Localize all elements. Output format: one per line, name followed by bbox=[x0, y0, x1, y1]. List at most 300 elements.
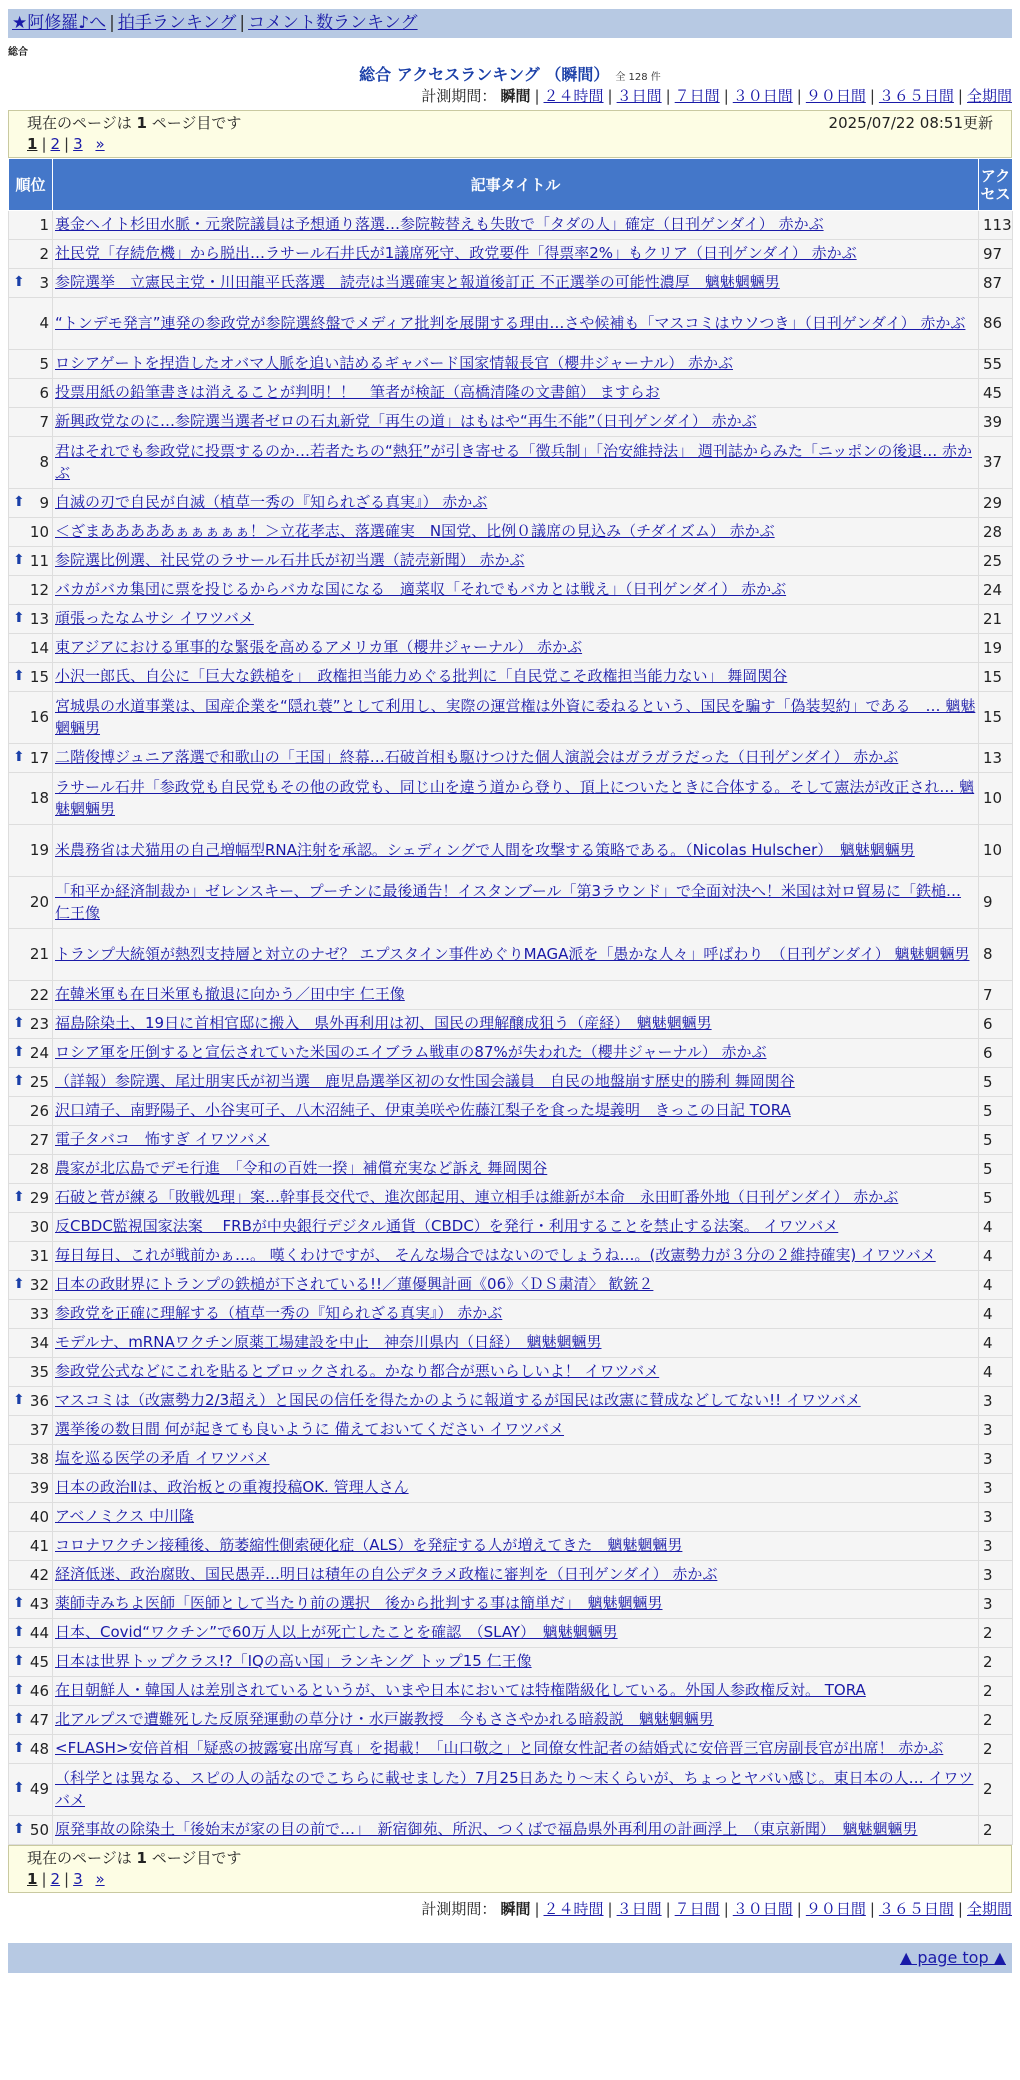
article-link[interactable]: 参院選挙 立憲民主党・川田龍平氏落選 読売は当選確実と報道後訂正 不正選挙の可能性濃厚 魑魅魍魎男 bbox=[55, 273, 780, 292]
table-row bbox=[9, 1097, 1013, 1126]
rank-number: 8 bbox=[39, 453, 49, 472]
table-row bbox=[9, 1300, 1013, 1329]
up-arrow-icon: ⬆ bbox=[13, 1391, 25, 1408]
article-link[interactable]: 裏金ヘイト杉田水脈・元衆院議員は予想通り落選…参院鞍替えも失敗で「タダの人」確定（日刊ゲンダイ） 赤かぶ bbox=[55, 215, 824, 234]
title-cell bbox=[53, 1010, 979, 1039]
access-count: 19 bbox=[979, 634, 1013, 663]
table-row bbox=[9, 1532, 1013, 1561]
page-link-next[interactable]: » bbox=[95, 135, 105, 153]
access-count: 3 bbox=[979, 1503, 1013, 1532]
article-link[interactable]: マスコミは（改憲勢力2/3超え）と国民の信任を得たかのように報道するが国民は改憲に賛成などしてない!! イワツバメ bbox=[55, 1391, 861, 1410]
access-count: 97 bbox=[979, 240, 1013, 269]
access-count: 4 bbox=[979, 1242, 1013, 1271]
table-row bbox=[9, 1677, 1013, 1706]
rank-cell bbox=[9, 825, 53, 877]
rank-cell bbox=[9, 1677, 53, 1706]
article-link[interactable]: 原発事故の除染土「後始末が家の目の前で…」 新宿御苑、所沢、つくばで福島県外再利用の計画浮上 （東京新聞） 魑魅魍魎男 bbox=[55, 1820, 918, 1839]
period-link-3d[interactable]: ３日間 bbox=[616, 87, 662, 105]
title-cell bbox=[53, 408, 979, 437]
page-top-link[interactable]: ▲ page top ▲ bbox=[899, 1948, 1006, 1967]
access-count: 24 bbox=[979, 576, 1013, 605]
rank-number: 29 bbox=[29, 1188, 49, 1207]
period-selector: 計測期間： 瞬間 | ２４時間 | ３日間 | ７日間 | ３０日間 | ９０日間 | ３６５日間 | 全期間 bbox=[421, 87, 1012, 105]
table-row bbox=[9, 929, 1013, 981]
article-link[interactable]: アベノミクス 中川隆 bbox=[55, 1507, 195, 1526]
article-link[interactable]: ロシア軍を圧倒すると宣伝されていた米国のエイブラム戦車の87%が失われた（櫻井ジャーナル） 赤かぶ bbox=[55, 1043, 767, 1062]
title-cell bbox=[53, 744, 979, 773]
page-link-3[interactable]: 3 bbox=[73, 135, 83, 153]
article-link[interactable]: 米農務省は犬猫用の自己増幅型RNA注射を承認。シェディングで人間を攻撃する策略である。（Nicolas Hulscher） 魑魅魍魎男 bbox=[55, 840, 915, 859]
table-row bbox=[9, 379, 1013, 408]
rank-cell bbox=[9, 877, 53, 929]
up-arrow-icon: ⬆ bbox=[13, 1275, 25, 1292]
access-count: 2 bbox=[979, 1764, 1013, 1816]
access-count: 10 bbox=[979, 825, 1013, 877]
page-link-2[interactable]: 2 bbox=[50, 1870, 61, 1888]
access-count: 2 bbox=[979, 1677, 1013, 1706]
rank-number: 17 bbox=[29, 748, 49, 767]
rank-cell bbox=[9, 981, 53, 1010]
up-arrow-icon: ⬆ bbox=[13, 1188, 25, 1205]
table-row bbox=[9, 1735, 1013, 1764]
rank-number: 42 bbox=[29, 1565, 49, 1584]
rank-number: 31 bbox=[29, 1246, 49, 1265]
rank-number: 19 bbox=[29, 841, 49, 860]
page-link-2[interactable]: 2 bbox=[50, 135, 61, 153]
title-cell bbox=[53, 1271, 979, 1300]
table-row bbox=[9, 1184, 1013, 1213]
table-row bbox=[9, 773, 1013, 825]
table-row bbox=[9, 1010, 1013, 1039]
col-header-title: 記事タイトル bbox=[53, 159, 979, 211]
title-cell bbox=[53, 773, 979, 825]
access-count: 8 bbox=[979, 929, 1013, 981]
rank-number: 18 bbox=[29, 789, 49, 808]
rank-cell bbox=[9, 605, 53, 634]
up-arrow-icon: ⬆ bbox=[13, 1739, 25, 1756]
period-link-365d[interactable]: ３６５日間 bbox=[878, 87, 954, 105]
article-link[interactable]: ロシアゲートを捏造したオバマ人脈を追い詰めるギャバード国家情報長官（櫻井ジャーナル） 赤かぶ bbox=[55, 354, 733, 373]
up-arrow-icon: ⬆ bbox=[13, 609, 25, 626]
access-count: 87 bbox=[979, 269, 1013, 298]
table-row bbox=[9, 1039, 1013, 1068]
period-link-365d[interactable]: ３６５日間 bbox=[878, 1900, 954, 1918]
up-arrow-icon: ⬆ bbox=[13, 748, 25, 765]
article-link[interactable]: 日本は世界トップクラス!?「IQの高い国」ランキング トップ15 仁王像 bbox=[55, 1652, 532, 1671]
title-cell bbox=[53, 1242, 979, 1271]
rank-number: 34 bbox=[29, 1333, 49, 1352]
period-label: 計測期間： bbox=[421, 87, 497, 105]
rank-number: 20 bbox=[29, 893, 49, 912]
title-cell bbox=[53, 240, 979, 269]
page-link-3[interactable]: 3 bbox=[73, 1870, 83, 1888]
article-link[interactable]: 新興政党なのに…参院選当選者ゼロの石丸新党「再生の道」はもはや“再生不能”（日刊ゲンダイ） 赤かぶ bbox=[55, 412, 757, 431]
table-row bbox=[9, 663, 1013, 692]
article-link[interactable]: 参院選比例選、社民党のラサール石井氏が初当選（読売新聞） 赤かぶ bbox=[55, 551, 525, 570]
access-count: 4 bbox=[979, 1358, 1013, 1387]
access-count: 86 bbox=[979, 298, 1013, 350]
period-current: 瞬間 bbox=[500, 1900, 531, 1918]
article-link[interactable]: 東アジアにおける軍事的な緊張を高めるアメリカ軍（櫻井ジャーナル） 赤かぶ bbox=[55, 638, 583, 657]
table-row bbox=[9, 547, 1013, 576]
rank-cell bbox=[9, 1619, 53, 1648]
up-arrow-icon: ⬆ bbox=[13, 1623, 25, 1640]
article-link[interactable]: バカがバカ集団に票を投じるからバカな国になる 適菜収「それでもバカとは戦え」（日刊ゲンダイ） 赤かぶ bbox=[55, 580, 787, 599]
title-cell bbox=[53, 692, 979, 744]
access-count: 10 bbox=[979, 773, 1013, 825]
table-row bbox=[9, 408, 1013, 437]
access-count: 28 bbox=[979, 518, 1013, 547]
access-count: 4 bbox=[979, 1300, 1013, 1329]
rank-number: 30 bbox=[29, 1217, 49, 1236]
article-link[interactable]: <FLASH>安倍首相「疑惑の披露宴出席写真」を掲載！「山口敬之」と同僚女性記者の結婚式に安倍晋三官房副長官が出席！ 赤かぶ bbox=[55, 1739, 944, 1758]
period-link-all[interactable]: 全期間 bbox=[966, 87, 1012, 105]
rank-cell bbox=[9, 1242, 53, 1271]
access-count: 5 bbox=[979, 1097, 1013, 1126]
title-cell bbox=[53, 1329, 979, 1358]
nav-link-asyura[interactable]: ★阿修羅♪へ bbox=[12, 13, 107, 33]
rank-number: 7 bbox=[39, 412, 49, 431]
rank-cell bbox=[9, 1532, 53, 1561]
rank-cell bbox=[9, 211, 53, 240]
rank-cell bbox=[9, 1300, 53, 1329]
rank-number: 48 bbox=[29, 1739, 49, 1758]
article-link[interactable]: 石破と菅が練る「敗戦処理」案…幹事長交代で、進次郎起用、連立相手は維新が本命 永田町番外地（日刊ゲンダイ） 赤かぶ bbox=[55, 1188, 899, 1207]
title-cell bbox=[53, 547, 979, 576]
rank-number: 26 bbox=[29, 1101, 49, 1120]
title-cell bbox=[53, 1300, 979, 1329]
rank-number: 50 bbox=[29, 1820, 49, 1839]
title-cell bbox=[53, 1213, 979, 1242]
rank-cell bbox=[9, 1474, 53, 1503]
ranking-body bbox=[9, 211, 1013, 1845]
table-row bbox=[9, 1126, 1013, 1155]
period-selector-bottom: 計測期間： 瞬間 | ２４時間 | ３日間 | ７日間 | ３０日間 | ９０日間 | ３６５日間 | 全期間 bbox=[421, 1900, 1012, 1918]
period-link-30d[interactable]: ３０日間 bbox=[732, 1900, 793, 1918]
title-cell bbox=[53, 1764, 979, 1816]
article-link[interactable]: 小沢一郎氏、自公に「巨大な鉄槌を」 政権担当能力めぐる批判に「自民党こそ政権担当能力ない」 舞岡関谷 bbox=[55, 667, 788, 686]
article-link[interactable]: 経済低迷、政治腐敗、国民愚弄…明日は積年の自公デタラメ政権に審判を（日刊ゲンダイ） 赤かぶ bbox=[55, 1565, 718, 1584]
title-cell bbox=[53, 269, 979, 298]
access-count: 3 bbox=[979, 1474, 1013, 1503]
access-count: 6 bbox=[979, 1010, 1013, 1039]
rank-number: 11 bbox=[29, 551, 49, 570]
table-row bbox=[9, 1503, 1013, 1532]
article-link[interactable]: 塩を巡る医学の矛盾 イワツバメ bbox=[55, 1449, 270, 1468]
page-current: 1 bbox=[27, 135, 38, 153]
rank-number: 43 bbox=[29, 1594, 49, 1613]
access-count: 13 bbox=[979, 744, 1013, 773]
table-row bbox=[9, 269, 1013, 298]
article-link[interactable]: コロナワクチン接種後、筋萎縮性側索硬化症（ALS）を発症する人が増えてきた 魑魅魍魎男 bbox=[55, 1536, 683, 1555]
rank-cell bbox=[9, 1816, 53, 1845]
table-row bbox=[9, 1329, 1013, 1358]
access-count: 3 bbox=[979, 1561, 1013, 1590]
nav-link-comment-ranking[interactable]: コメント数ランキング bbox=[248, 13, 418, 33]
access-count: 113 bbox=[979, 211, 1013, 240]
title-cell bbox=[53, 1648, 979, 1677]
rank-number: 21 bbox=[29, 945, 49, 964]
rank-number: 44 bbox=[29, 1623, 49, 1642]
article-link[interactable]: 頑張ったなムサシ イワツバメ bbox=[55, 609, 254, 628]
article-link[interactable]: ＜ざまあああああぁぁぁぁぁ！＞立花孝志、落選確実 N国党、比例０議席の見込み（チダイズム） 赤かぶ bbox=[55, 522, 775, 541]
rank-cell bbox=[9, 1358, 53, 1387]
rank-cell bbox=[9, 1445, 53, 1474]
pager-bottom bbox=[8, 1845, 1012, 1893]
rank-number: 32 bbox=[29, 1275, 49, 1294]
title-cell bbox=[53, 1387, 979, 1416]
access-count: 3 bbox=[979, 1416, 1013, 1445]
title-cell bbox=[53, 437, 979, 489]
access-count: 2 bbox=[979, 1735, 1013, 1764]
article-link[interactable]: トランプ大統領が熱烈支持層と対立のナゼ？ エプスタイン事件めぐりMAGA派を「愚かな人々」呼ばわり （日刊ゲンダイ） 魑魅魍魎男 bbox=[55, 944, 970, 963]
article-link[interactable]: ラサール石井「参政党も自民党もその他の政党も、同じ山を違う道から登り、頂上についたときに合体する。そして憲法が改正され… 魑魅魍魎男 bbox=[55, 777, 975, 818]
article-link[interactable]: （詳報）参院選、尾辻朋実氏が初当選 鹿児島選挙区初の女性国会議員 自民の地盤崩す歴史的勝利 舞岡関谷 bbox=[55, 1072, 795, 1091]
access-count: 3 bbox=[979, 1445, 1013, 1474]
period-label: 計測期間： bbox=[421, 1900, 497, 1918]
article-link[interactable]: 投票用紙の鉛筆書きは消えることが判明！！ 筆者が検証（高橋清隆の文書館） ますらお bbox=[55, 383, 660, 402]
access-count: 15 bbox=[979, 692, 1013, 744]
page-link-next[interactable]: » bbox=[95, 1870, 105, 1888]
footer-bar bbox=[8, 1943, 1012, 1973]
table-row bbox=[9, 1271, 1013, 1300]
article-link[interactable]: 薬師寺みちよ医師「医師として当たり前の選択 後から批判する事は簡単だ」 魑魅魍魎男 bbox=[55, 1594, 663, 1613]
table-row bbox=[9, 825, 1013, 877]
title-cell bbox=[53, 1097, 979, 1126]
rank-cell bbox=[9, 744, 53, 773]
rank-number: 39 bbox=[29, 1478, 49, 1497]
article-link[interactable]: 毎日毎日、これが戦前かぁ…。 嘆くわけですが、 そんな場合ではないのでしょうね…。(改憲勢力が３分の２維持確実) イワツバメ bbox=[55, 1246, 936, 1265]
rank-cell bbox=[9, 1213, 53, 1242]
period-current: 瞬間 bbox=[500, 87, 531, 105]
table-row bbox=[9, 1155, 1013, 1184]
page-status: 現在のページは 1 ページ目です bbox=[27, 1849, 242, 1867]
article-link[interactable]: 参政党を正確に理解する（植草一秀の『知られざる真実』） 赤かぶ bbox=[55, 1304, 503, 1323]
period-link-3d[interactable]: ３日間 bbox=[616, 1900, 662, 1918]
title-cell bbox=[53, 825, 979, 877]
rank-cell bbox=[9, 518, 53, 547]
title-cell bbox=[53, 1619, 979, 1648]
table-row bbox=[9, 1213, 1013, 1242]
table-row bbox=[9, 1619, 1013, 1648]
up-arrow-icon: ⬆ bbox=[13, 1014, 25, 1031]
ranking-table bbox=[8, 158, 1013, 1845]
access-count: 29 bbox=[979, 489, 1013, 518]
nav-separator: | bbox=[239, 13, 246, 33]
up-arrow-icon: ⬆ bbox=[13, 1710, 25, 1727]
title-cell bbox=[53, 576, 979, 605]
article-link[interactable]: 日本、Covid“ワクチン”で60万人以上が死亡したことを確認 （SLAY） 魑魅魍魎男 bbox=[55, 1623, 618, 1642]
article-link[interactable]: 参政党公式などにこれを貼るとブロックされる。かなり都合が悪いらしいよ！ イワツバメ bbox=[55, 1362, 660, 1381]
access-count: 2 bbox=[979, 1648, 1013, 1677]
page-links: 1 | 2 | 3 » bbox=[27, 1870, 105, 1888]
table-row bbox=[9, 1648, 1013, 1677]
table-row bbox=[9, 605, 1013, 634]
access-count: 15 bbox=[979, 663, 1013, 692]
rank-cell bbox=[9, 576, 53, 605]
table-row bbox=[9, 1561, 1013, 1590]
rank-cell bbox=[9, 1010, 53, 1039]
up-arrow-icon: ⬆ bbox=[13, 551, 25, 568]
access-count: 7 bbox=[979, 981, 1013, 1010]
period-link-7d[interactable]: ７日間 bbox=[674, 87, 720, 105]
article-link[interactable]: 日本の政治Ⅱは、政治板との重複投稿OK. 管理人さん bbox=[55, 1478, 409, 1497]
article-link[interactable]: 沢口靖子、南野陽子、小谷実可子、八木沼純子、伊東美咲や佐藤江梨子を食った堤義明 きっこの日記 TORA bbox=[55, 1101, 791, 1120]
up-arrow-icon: ⬆ bbox=[13, 1043, 25, 1060]
title-cell bbox=[53, 1816, 979, 1845]
article-link[interactable]: 宮城県の水道事業は、国産企業を“隠れ蓑”として利用し、実際の運営権は外資に委ねるという、国民を騙す「偽装契約」である … 魑魅魍魎男 bbox=[55, 696, 976, 737]
page-status: 現在のページは 1 ページ目です bbox=[27, 114, 242, 132]
article-link[interactable]: 農家が北広島でデモ行進 「令和の百姓一揆」補償充実など訴え 舞岡関谷 bbox=[55, 1159, 548, 1178]
up-arrow-icon: ⬆ bbox=[13, 1594, 25, 1611]
ranking-heading bbox=[0, 64, 1020, 86]
title-cell bbox=[53, 1706, 979, 1735]
up-arrow-icon: ⬆ bbox=[13, 273, 25, 290]
table-row bbox=[9, 1474, 1013, 1503]
rank-number: 4 bbox=[39, 314, 49, 333]
article-link[interactable]: 福島除染土、19日に首相官邸に搬入 県外再利用は初、国民の理解醸成狙う（産経） 魑魅魍魎男 bbox=[55, 1014, 712, 1033]
access-count: 25 bbox=[979, 547, 1013, 576]
article-link[interactable]: 反CBDC監視国家法案 FRBが中央銀行デジタル通貨（CBDC）を発行・利用することを禁止する法案。 イワツバメ bbox=[55, 1217, 839, 1236]
title-cell bbox=[53, 1126, 979, 1155]
rank-number: 33 bbox=[29, 1304, 49, 1323]
title-cell bbox=[53, 518, 979, 547]
table-row bbox=[9, 1387, 1013, 1416]
rank-number: 49 bbox=[29, 1780, 49, 1799]
table-row bbox=[9, 1445, 1013, 1474]
period-link-90d[interactable]: ９０日間 bbox=[805, 87, 866, 105]
period-link-30d[interactable]: ３０日間 bbox=[732, 87, 793, 105]
rank-number: 28 bbox=[29, 1159, 49, 1178]
rank-number: 35 bbox=[29, 1362, 49, 1381]
table-row bbox=[9, 350, 1013, 379]
article-link[interactable]: 社民党「存続危機」から脱出…ラサール石井氏が1議席死守、政党要件「得票率2%」もクリア（日刊ゲンダイ） 赤かぶ bbox=[55, 244, 857, 263]
title-cell bbox=[53, 1416, 979, 1445]
rank-number: 27 bbox=[29, 1130, 49, 1149]
access-count: 9 bbox=[979, 877, 1013, 929]
title-cell bbox=[53, 298, 979, 350]
table-row bbox=[9, 489, 1013, 518]
table-row bbox=[9, 1242, 1013, 1271]
title-cell bbox=[53, 211, 979, 240]
period-link-24h[interactable]: ２４時間 bbox=[543, 1900, 604, 1918]
article-link[interactable]: “トンデモ発言”連発の参政党が参院選終盤でメディア批判を展開する理由…さや候補も「マスコミはウソつき」（日刊ゲンダイ） 赤かぶ bbox=[55, 313, 966, 332]
up-arrow-icon: ⬆ bbox=[13, 1072, 25, 1089]
table-row bbox=[9, 1068, 1013, 1097]
rank-number: 16 bbox=[29, 708, 49, 727]
title-cell bbox=[53, 1184, 979, 1213]
page-title: 総合 アクセスランキング （瞬間） bbox=[359, 65, 610, 84]
article-link[interactable]: 北アルプスで遭難死した反原発運動の草分け・水戸巌教授 今もささやかれる暗殺説 魑魅魍魎男 bbox=[55, 1710, 714, 1729]
article-link[interactable]: 二階俊博ジュニア落選で和歌山の「王国」終幕…石破首相も駆けつけた個人演説会はガラガラだった（日刊ゲンダイ） 赤かぶ bbox=[55, 748, 899, 767]
rank-number: 41 bbox=[29, 1536, 49, 1555]
title-cell bbox=[53, 1503, 979, 1532]
article-link[interactable]: 電子タバコ 怖すぎ イワツバメ bbox=[55, 1130, 270, 1149]
rank-cell bbox=[9, 547, 53, 576]
section-label: 総合 bbox=[8, 47, 28, 58]
access-count: 3 bbox=[979, 1532, 1013, 1561]
rank-cell bbox=[9, 1503, 53, 1532]
period-link-90d[interactable]: ９０日間 bbox=[805, 1900, 866, 1918]
rank-number: 2 bbox=[39, 244, 49, 263]
table-row bbox=[9, 298, 1013, 350]
rank-cell bbox=[9, 634, 53, 663]
access-count: 4 bbox=[979, 1329, 1013, 1358]
rank-cell bbox=[9, 773, 53, 825]
rank-number: 22 bbox=[29, 985, 49, 1004]
rank-number: 6 bbox=[39, 383, 49, 402]
article-link[interactable]: 選挙後の数日間 何が起きても良いように 備えておいてください イワツバメ bbox=[55, 1420, 565, 1439]
table-row bbox=[9, 1816, 1013, 1845]
table-header-row bbox=[9, 159, 1013, 211]
rank-cell bbox=[9, 437, 53, 489]
period-link-all[interactable]: 全期間 bbox=[966, 1900, 1012, 1918]
table-row bbox=[9, 576, 1013, 605]
rank-cell bbox=[9, 1329, 53, 1358]
access-count: 4 bbox=[979, 1213, 1013, 1242]
rank-cell bbox=[9, 489, 53, 518]
article-link[interactable]: モデルナ、mRNAワクチン原薬工場建設を中止 神奈川県内（日経） 魑魅魍魎男 bbox=[55, 1333, 602, 1352]
access-count: 2 bbox=[979, 1619, 1013, 1648]
rank-cell bbox=[9, 1068, 53, 1097]
rank-cell bbox=[9, 1735, 53, 1764]
rank-number: 25 bbox=[29, 1072, 49, 1091]
rank-cell bbox=[9, 1184, 53, 1213]
period-link-24h[interactable]: ２４時間 bbox=[543, 87, 604, 105]
title-cell bbox=[53, 379, 979, 408]
nav-separator: | bbox=[109, 13, 115, 33]
table-row bbox=[9, 240, 1013, 269]
nav-link-clap-ranking[interactable]: 拍手ランキング bbox=[117, 13, 237, 33]
rank-cell bbox=[9, 692, 53, 744]
period-link-7d[interactable]: ７日間 bbox=[674, 1900, 720, 1918]
up-arrow-icon: ⬆ bbox=[13, 1820, 25, 1837]
article-link[interactable]: 自滅の刃で自民が自滅（植草一秀の『知られざる真実』） 赤かぶ bbox=[55, 493, 488, 512]
table-row bbox=[9, 1706, 1013, 1735]
rank-cell bbox=[9, 1590, 53, 1619]
rank-number: 46 bbox=[29, 1681, 49, 1700]
rank-number: 38 bbox=[29, 1449, 49, 1468]
article-link[interactable]: （科学とは異なる、スピの人の話なのでこちらに載せました）7月25日あたり〜末くらいが、ちょっとヤバい感じ。東日本の人… イワツバメ bbox=[55, 1768, 974, 1809]
table-row bbox=[9, 744, 1013, 773]
title-cell bbox=[53, 605, 979, 634]
rank-number: 37 bbox=[29, 1420, 49, 1439]
article-link[interactable]: 日本の政財界にトランプの鉄槌が下されている!!／蓮優興計画《06》〈ＤＳ粛清〉 歓銃２ bbox=[55, 1275, 654, 1294]
rank-cell bbox=[9, 1387, 53, 1416]
rank-cell bbox=[9, 1706, 53, 1735]
table-row bbox=[9, 692, 1013, 744]
rank-cell bbox=[9, 408, 53, 437]
rank-cell bbox=[9, 350, 53, 379]
article-link[interactable]: 「和平か経済制裁か」ゼレンスキー、プーチンに最後通告！イスタンブール「第3ラウンド」で全面対決へ！米国は対ロ貿易に「鉄槌… 仁王像 bbox=[55, 881, 962, 922]
rank-number: 13 bbox=[29, 609, 49, 628]
access-count: 5 bbox=[979, 1184, 1013, 1213]
article-link[interactable]: 君はそれでも参政党に投票するのか…若者たちの“熱狂”が引き寄せる「徴兵制」「治安維持法」 週刊誌からみた「ニッポンの後退… 赤かぶ bbox=[55, 441, 972, 482]
rank-cell bbox=[9, 1039, 53, 1068]
rank-number: 45 bbox=[29, 1652, 49, 1671]
rank-cell bbox=[9, 929, 53, 981]
title-cell bbox=[53, 1561, 979, 1590]
article-link[interactable]: 在韓米軍も在日米軍も撤退に向かう／田中宇 仁王像 bbox=[55, 985, 405, 1004]
rank-cell bbox=[9, 298, 53, 350]
table-row bbox=[9, 211, 1013, 240]
top-nav-bar bbox=[8, 9, 1012, 38]
article-link[interactable]: 在日朝鮮人・韓国人は差別されているというが、いまや日本においては特権階級化している。外国人参政権反対。 TORA bbox=[55, 1681, 866, 1700]
rank-number: 10 bbox=[29, 522, 49, 541]
rank-number: 23 bbox=[29, 1014, 49, 1033]
up-arrow-icon: ⬆ bbox=[13, 1780, 25, 1797]
title-cell bbox=[53, 1590, 979, 1619]
